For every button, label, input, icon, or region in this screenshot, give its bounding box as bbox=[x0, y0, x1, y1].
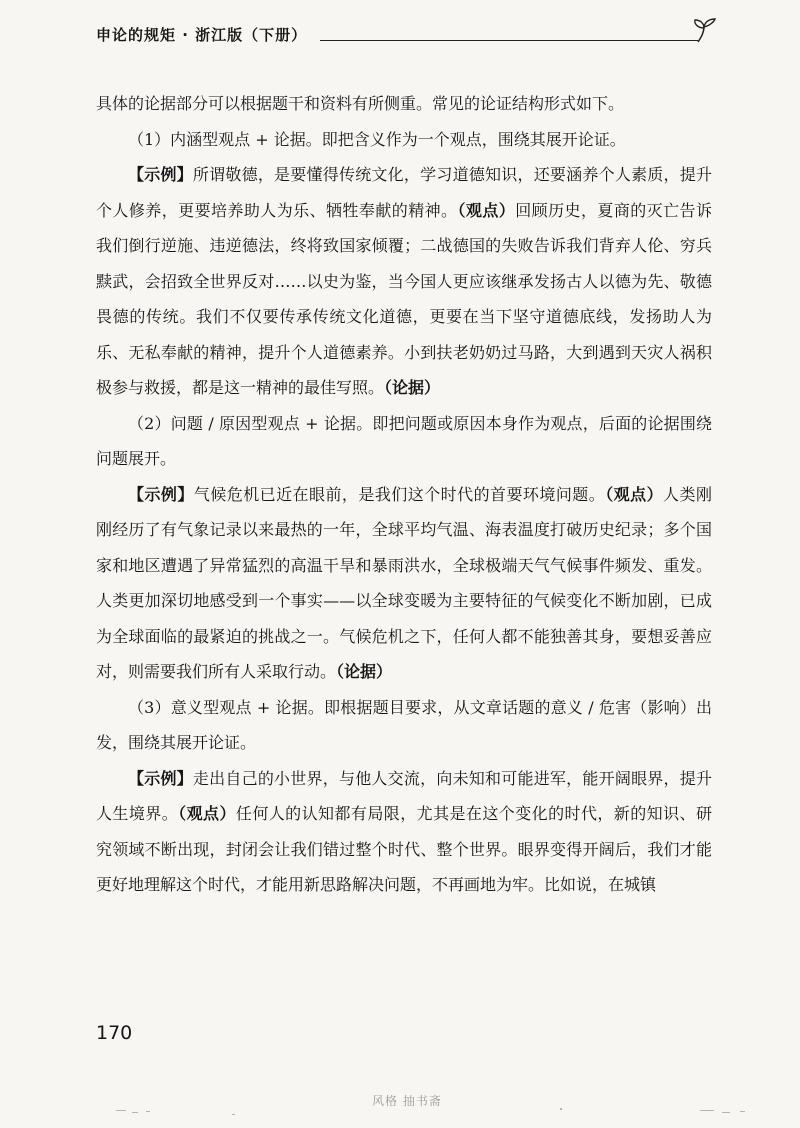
page-number: 170 bbox=[96, 1022, 133, 1044]
example-3: 【示例】走出自己的小世界，与他人交流，向未知和可能进军，能开阔眼界，提升人生境界。（观点）任何人的认知都有局限，尤其是在这个变化的时代，新的知识、研究领域不断出现，封闭会让我们错过整个时代、整个世界。眼界变得开阔后，我们才能更好地理解这个时代，才能用新思路解决问题，不再画地为牢。比如说，在城镇 bbox=[96, 768, 712, 894]
header-rule bbox=[320, 40, 698, 41]
body-text bbox=[96, 86, 712, 903]
paragraph-structure-1: （1）内涵型观点 + 论据。即把含义作为一个观点，围绕其展开论证。 bbox=[128, 129, 626, 149]
evidence-note: （论据） bbox=[336, 662, 393, 681]
example-1: 【示例】所谓敬德，是要懂得传统文化，学习道德知识，还要涵养个人素质，提升个人修养，更要培养助人为乐、牺牲奉献的精神。（观点）回顾历史，夏商的灭亡告诉我们倒行逆施、违逆德法，终将致国家倾覆；二战德国的失败告诉我们背弃人伦、穷兵黩武，会招致全世界反对……以史为鉴，当今国人更应该继承发扬古人以德为先、敬德畏德的传统。我们不仅要传承传统文化道德，更要在当下坚守道德底线，发扬助人为乐、无私奉献的精神，提升个人道德素养。小到扶老奶奶过马路，大到遇到天灾人祸积极参与救援，都是这一精神的最佳写照。（论据） bbox=[96, 165, 712, 397]
example-tag: 【示例】 bbox=[128, 768, 193, 788]
paragraph-structure-3: （3）意义型观点 + 论据。即根据题目要求，从文章话题的意义 / 危害（影响）出发，围绕其展开论证。 bbox=[96, 697, 712, 752]
running-header bbox=[96, 24, 716, 52]
evidence-note: （论据） bbox=[384, 378, 441, 397]
scanner-watermark: 风格 抽书斋 bbox=[372, 1094, 442, 1108]
viewpoint-note: （观点） bbox=[178, 804, 236, 823]
viewpoint-note: （观点） bbox=[457, 200, 516, 220]
example-2: 【示例】气候危机已近在眼前，是我们这个时代的首要环境问题。（观点）人类刚刚经历了有气象记录以来最热的一年，全球平均气温、海表温度打破历史纪录；多个国家和地区遭遇了异常猛烈的高温干旱和暴雨洪水，全球极端天气气候事件频发、重发。人类更加深切地感受到一个事实——以全球变暖为主要特征的气候变化不断加剧，已成为全球面临的最紧迫的挑战之一。气候危机之下，任何人都不能独善其身，要想妥善应对，则需要我们所有人采取行动。（论据） bbox=[96, 484, 712, 681]
paragraph-intro: 具体的论据部分可以根据题干和资料有所侧重。常见的论证结构形式如下。 bbox=[96, 94, 625, 113]
paragraph-structure-2: （2）问题 / 原因型观点 + 论据。即把问题或原因本身作为观点，后面的论据围绕问题展开。 bbox=[96, 413, 712, 468]
example-tag: 【示例】 bbox=[128, 165, 193, 184]
example-tag: 【示例】 bbox=[128, 484, 194, 504]
viewpoint-note: （观点） bbox=[605, 484, 664, 504]
header-title: 申论的规矩 · 浙江版（下册） bbox=[96, 26, 308, 44]
sprout-icon bbox=[692, 18, 718, 44]
